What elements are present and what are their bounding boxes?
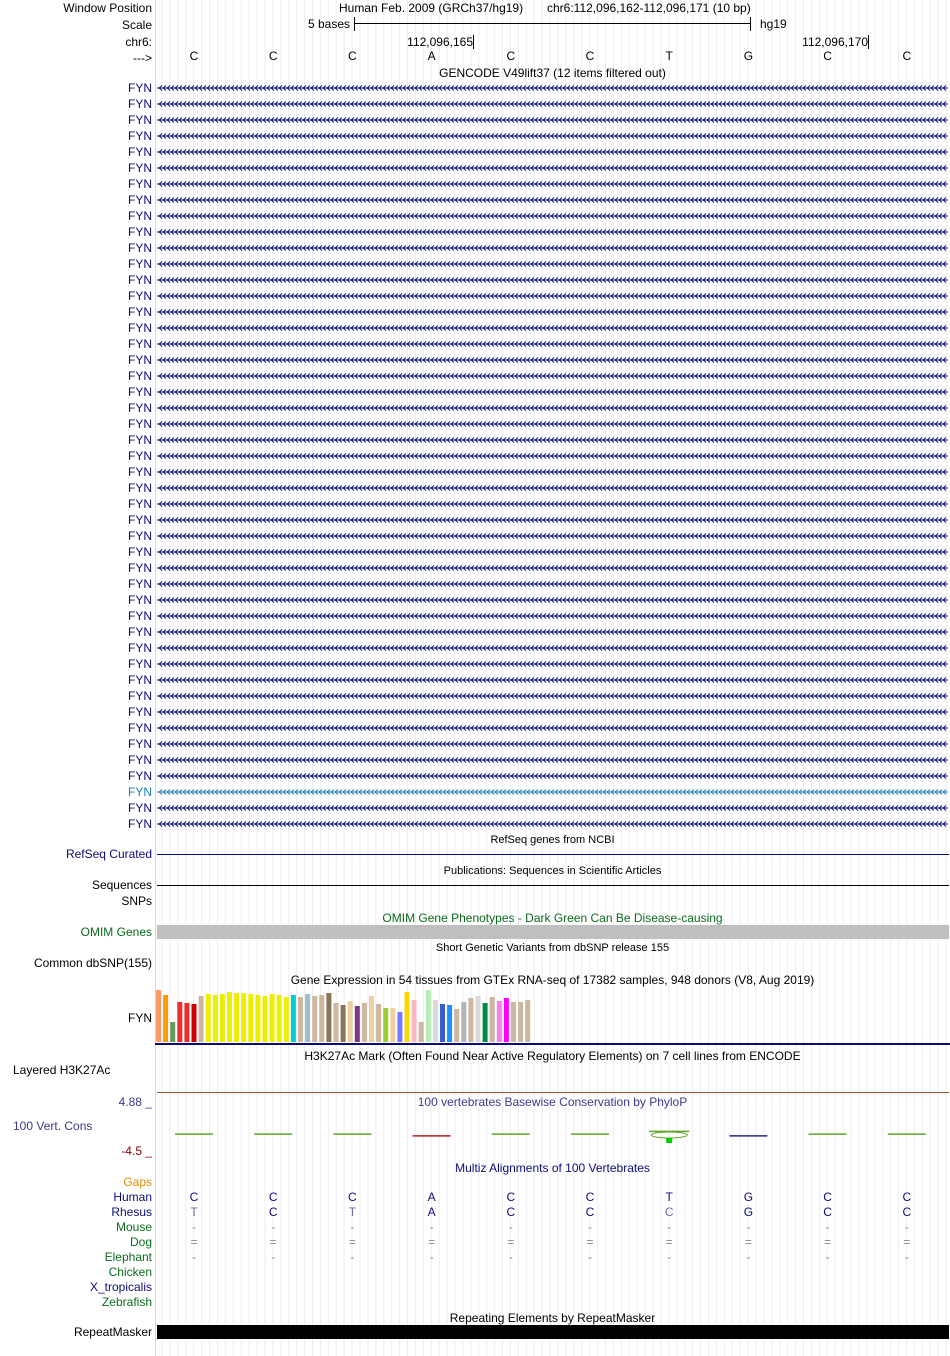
base-letter: C [902, 49, 912, 63]
multiz-base: - [746, 1220, 751, 1234]
multiz-gaps-label[interactable]: Gaps [123, 1175, 152, 1189]
multiz-base: C [902, 1190, 912, 1204]
repeatmasker-track-label[interactable]: RepeatMasker [73, 1325, 152, 1339]
gencode-item-arrows[interactable] [157, 533, 948, 539]
gencode-track-title[interactable]: GENCODE V49lift37 (12 items filtered out) [439, 66, 666, 80]
gtex-tissue-bar [284, 997, 289, 1042]
gtex-tissue-bar [199, 996, 204, 1042]
omim-track-label[interactable]: OMIM Genes [80, 925, 152, 939]
multiz-species-label[interactable]: Dog [129, 1235, 152, 1249]
gencode-item-arrows[interactable] [157, 645, 948, 651]
gtex-tissue-bar [234, 993, 239, 1042]
refseq-track-label[interactable]: RefSeq Curated [65, 847, 152, 861]
gencode-item-arrows[interactable] [157, 597, 948, 603]
gencode-item-label[interactable]: FYN [128, 769, 152, 783]
gencode-item-label[interactable]: FYN [128, 481, 152, 495]
gencode-item-label[interactable]: FYN [128, 785, 152, 799]
gencode-item-label[interactable]: FYN [128, 321, 152, 335]
gtex-tissue-bar [248, 994, 253, 1042]
gencode-item-label[interactable]: FYN [128, 513, 152, 527]
multiz-species-label[interactable]: Rhesus [111, 1205, 152, 1219]
multiz-base: C [506, 1190, 516, 1204]
multiz-base: - [825, 1220, 830, 1234]
gencode-item-label[interactable]: FYN [128, 193, 152, 207]
chrom-label[interactable]: chr6: [125, 35, 152, 49]
gencode-item-label[interactable]: FYN [128, 241, 152, 255]
gtex-tissue-bar [334, 1003, 339, 1042]
gencode-item-label[interactable]: FYN [128, 81, 152, 95]
multiz-base: - [667, 1250, 672, 1264]
gencode-item-label[interactable]: FYN [128, 257, 152, 271]
multiz-base: C [823, 1205, 832, 1219]
gencode-item-label[interactable]: FYN [128, 593, 152, 607]
gtex-tissue-bar [291, 995, 296, 1042]
gencode-item-arrows[interactable] [157, 149, 948, 155]
gencode-item-arrows[interactable] [157, 213, 948, 219]
phylop-min-label: -4.5 _ [121, 1144, 152, 1158]
gencode-item-arrows[interactable] [157, 629, 948, 635]
gencode-item-label[interactable]: FYN [128, 385, 152, 399]
gencode-item-label[interactable]: FYN [128, 97, 152, 111]
gencode-item-label[interactable]: FYN [128, 497, 152, 511]
multiz-base: T [348, 1205, 357, 1219]
gtex-tissue-bar [518, 1002, 523, 1042]
gtex-tissue-bar [412, 1000, 417, 1042]
gencode-item-label[interactable]: FYN [128, 145, 152, 159]
gencode-item-label[interactable]: FYN [128, 721, 152, 735]
scale-bar-left-tick [354, 17, 355, 31]
gencode-item-label[interactable]: FYN [128, 449, 152, 463]
pubs-track-title[interactable]: Publications: Sequences in Scientific Articles [443, 865, 662, 877]
gtex-tissue-bar [227, 992, 232, 1042]
multiz-species-label[interactable]: Zebrafish [101, 1295, 152, 1309]
gencode-item-label[interactable]: FYN [128, 737, 152, 751]
gtex-tissue-bar [241, 993, 246, 1042]
dbsnp-track-title[interactable]: Short Genetic Variants from dbSNP release 155 [435, 942, 670, 954]
gencode-item-arrows[interactable] [157, 165, 948, 171]
h3k27ac-track-label[interactable]: Layered H3K27Ac [13, 1063, 111, 1077]
gencode-item-arrows[interactable] [157, 85, 948, 91]
gtex-tissue-bar [390, 1008, 395, 1042]
omim-gene-block[interactable] [157, 925, 949, 939]
base-letter: G [743, 49, 754, 63]
gencode-item-arrows[interactable] [157, 117, 948, 123]
coord-left-tick [473, 35, 474, 49]
gtex-tissue-bar [497, 1001, 502, 1042]
multiz-base: C [585, 1190, 595, 1204]
gtex-tissue-bar [369, 996, 374, 1042]
strand-label[interactable]: ---> [133, 51, 152, 65]
scale-db: hg19 [760, 17, 787, 31]
assembly-title: Human Feb. 2009 (GRCh37/hg19) [339, 1, 524, 15]
gtex-track-label[interactable]: FYN [128, 1011, 152, 1025]
gtex-tissue-bar [490, 997, 495, 1042]
gencode-item-label[interactable]: FYN [128, 753, 152, 767]
multiz-base: - [508, 1250, 513, 1264]
h3k27ac-baseline[interactable] [157, 1092, 949, 1093]
multiz-base: = [507, 1235, 515, 1249]
gtex-tissue-bar [433, 1000, 438, 1042]
gencode-item-arrows[interactable] [157, 661, 948, 667]
gencode-item-label[interactable]: FYN [128, 273, 152, 287]
gencode-item-arrows[interactable] [157, 197, 948, 203]
gtex-tissue-bar [504, 998, 509, 1042]
multiz-base: - [271, 1250, 276, 1264]
gencode-item-arrows[interactable] [157, 677, 948, 683]
multiz-base: - [350, 1250, 355, 1264]
scale-bar-right-tick [750, 17, 751, 31]
gencode-item-label[interactable]: FYN [128, 417, 152, 431]
gencode-item-arrows[interactable] [157, 725, 948, 731]
gencode-item-arrows[interactable] [157, 341, 948, 347]
gtex-tissue-bar [454, 1009, 459, 1042]
gtex-tissue-bar [525, 1000, 530, 1042]
gencode-item-arrows[interactable] [157, 517, 948, 523]
gtex-tissue-bar [277, 995, 282, 1042]
gtex-tissue-bar [419, 1022, 424, 1042]
gtex-tissue-bar [319, 995, 324, 1042]
gtex-tissue-bar [461, 1002, 466, 1042]
gencode-item-arrows[interactable] [157, 373, 948, 379]
multiz-species-label[interactable]: Elephant [104, 1250, 152, 1264]
multiz-base: C [268, 1190, 278, 1204]
gencode-item-arrows[interactable] [157, 389, 948, 395]
repeatmasker-block[interactable] [157, 1325, 949, 1339]
gencode-item-arrows[interactable] [157, 501, 948, 507]
multiz-base: - [271, 1220, 276, 1234]
multiz-base: - [350, 1220, 355, 1234]
gencode-item-arrows[interactable] [157, 469, 948, 475]
gencode-item-label[interactable]: FYN [128, 705, 152, 719]
gencode-item-label[interactable]: FYN [128, 577, 152, 591]
gencode-item-arrows[interactable] [157, 405, 948, 411]
multiz-base: = [665, 1235, 673, 1249]
gencode-item-arrows[interactable] [157, 437, 948, 443]
gencode-item-label[interactable]: FYN [128, 641, 152, 655]
multiz-base: A [427, 1205, 436, 1219]
gencode-item-label[interactable]: FYN [128, 625, 152, 639]
multiz-base: A [427, 1190, 436, 1204]
gtex-tissue-bar [184, 1003, 189, 1042]
multiz-base: - [192, 1250, 196, 1264]
refseq-gene-line[interactable] [157, 854, 949, 855]
gtex-tissue-bar [383, 1008, 388, 1042]
phylop-track-title[interactable]: 100 vertebrates Basewise Conservation by PhyloP [417, 1095, 688, 1109]
gtex-tissue-bar [348, 1001, 353, 1042]
repeatmasker-track-title[interactable]: Repeating Elements by RepeatMasker [449, 1311, 656, 1325]
multiz-base: - [667, 1220, 672, 1234]
gtex-tissue-bar [177, 1002, 182, 1042]
multiz-base: C [823, 1190, 832, 1204]
gtex-tissue-bar [483, 1003, 488, 1042]
multiz-base: = [269, 1235, 277, 1249]
multiz-base: T [665, 1190, 673, 1204]
multiz-base: = [824, 1235, 832, 1249]
gtex-tissue-bar [376, 1004, 381, 1042]
scale-text: 5 bases [307, 17, 350, 31]
multiz-base: T [190, 1205, 198, 1219]
gtex-tissue-bar [156, 990, 161, 1042]
gencode-item-arrows[interactable] [157, 277, 948, 283]
gtex-tissue-bar [192, 1004, 197, 1042]
gencode-item-label[interactable]: FYN [128, 353, 152, 367]
multiz-track-title[interactable]: Multiz Alignments of 100 Vertebrates [455, 1161, 650, 1175]
multiz-base: C [902, 1205, 912, 1219]
gtex-track-title[interactable]: Gene Expression in 54 tissues from GTEx RNA-seq of 17382 samples, 948 donors (V8, Aug 2019) [290, 973, 815, 987]
gtex-tissue-bar [206, 994, 211, 1042]
h3k27ac-track-title[interactable]: H3K27Ac Mark (Often Found Near Active Regulatory Elements) on 7 cell lines from ENCODE [304, 1049, 801, 1063]
phylop-track-label[interactable]: 100 Vert. Cons [13, 1119, 93, 1133]
coord-right: 112,096,170 [802, 35, 868, 49]
multiz-base: C [189, 1190, 199, 1204]
base-letter: C [268, 49, 278, 63]
multiz-base: C [585, 1205, 595, 1219]
gtex-tissue-bar [426, 990, 431, 1042]
phylop-score-highlight [651, 1132, 687, 1138]
gtex-tissue-bar [213, 995, 218, 1042]
base-letter: C [506, 49, 516, 63]
gencode-item-label[interactable]: FYN [128, 369, 152, 383]
refseq-track-title[interactable]: RefSeq genes from NCBI [490, 834, 615, 846]
gtex-tissue-bar [170, 1022, 175, 1042]
gencode-item-label[interactable]: FYN [128, 465, 152, 479]
gencode-item-arrows[interactable] [157, 325, 948, 331]
gencode-item-arrows[interactable] [157, 757, 948, 763]
multiz-base: - [429, 1220, 434, 1234]
coord-right-tick [868, 35, 869, 49]
multiz-base: C [268, 1205, 278, 1219]
gtex-tissue-bar [397, 1012, 402, 1042]
gtex-tissue-bar [263, 996, 268, 1042]
gencode-item-label[interactable]: FYN [128, 129, 152, 143]
gtex-tissue-bar [511, 1002, 516, 1042]
gencode-item-arrows[interactable] [157, 773, 948, 779]
gtex-expression-chart[interactable] [155, 986, 950, 1046]
multiz-base: - [508, 1220, 513, 1234]
gencode-item-arrows[interactable] [157, 181, 948, 187]
base-letter: C [189, 49, 199, 63]
gtex-tissue-bar [468, 998, 473, 1042]
gtex-tissue-bar [312, 996, 317, 1042]
base-letter: C [823, 49, 832, 63]
multiz-base: - [825, 1250, 830, 1264]
gencode-item-arrows[interactable] [157, 821, 948, 827]
multiz-base: - [429, 1250, 434, 1264]
phylop-conservation-plot[interactable] [155, 1120, 950, 1150]
gtex-tissue-bar [355, 1006, 360, 1042]
gtex-tissue-bar [405, 992, 410, 1042]
gencode-item-label[interactable]: FYN [128, 609, 152, 623]
scale-label: Scale [121, 18, 152, 32]
gencode-item-arrows[interactable] [157, 789, 948, 795]
gencode-item-arrows[interactable] [157, 133, 948, 139]
scale-bar [354, 23, 751, 24]
gencode-item-arrows[interactable] [157, 805, 948, 811]
multiz-base: C [348, 1190, 357, 1204]
base-letter: C [348, 49, 357, 63]
gencode-item-arrows[interactable] [157, 693, 948, 699]
phylop-score-peak [666, 1138, 672, 1143]
pubs-track-label[interactable]: Sequences [91, 878, 152, 892]
gencode-item-label[interactable]: FYN [128, 545, 152, 559]
gencode-item-arrows[interactable] [157, 357, 948, 363]
gencode-item-label[interactable]: FYN [128, 401, 152, 415]
multiz-base: = [586, 1235, 594, 1249]
gencode-item-label[interactable]: FYN [128, 225, 152, 239]
position-readout[interactable]: chr6:112,096,162-112,096,171 (10 bp) [547, 1, 751, 15]
gtex-tissue-bar [270, 994, 275, 1042]
gencode-item-label[interactable]: FYN [128, 657, 152, 671]
gencode-item-arrows[interactable] [157, 293, 948, 299]
gencode-item-label[interactable]: FYN [128, 177, 152, 191]
gencode-item-label[interactable]: FYN [128, 529, 152, 543]
multiz-species-label[interactable]: X_tropicalis [89, 1280, 152, 1294]
gencode-item-label[interactable]: FYN [128, 561, 152, 575]
gencode-item-label[interactable]: FYN [128, 289, 152, 303]
multiz-species-label[interactable]: Human [113, 1190, 152, 1204]
gencode-item-label[interactable]: FYN [128, 337, 152, 351]
gtex-tissue-bar [220, 994, 225, 1042]
multiz-base: G [743, 1205, 754, 1219]
gtex-tissue-bar [326, 993, 331, 1042]
gencode-item-label[interactable]: FYN [128, 305, 152, 319]
gencode-item-arrows[interactable] [157, 485, 948, 491]
omim-track-title[interactable]: OMIM Gene Phenotypes - Dark Green Can Be Disease-causing [382, 911, 723, 925]
multiz-base: C [506, 1205, 516, 1219]
window-position-label: Window Position [63, 1, 152, 15]
gtex-tissue-bar [298, 997, 303, 1042]
multiz-base: - [588, 1250, 592, 1264]
gtex-tissue-bar [255, 995, 260, 1042]
multiz-base: = [903, 1235, 911, 1249]
pubs-line[interactable] [157, 885, 949, 886]
gencode-item-arrows[interactable] [157, 245, 948, 251]
gencode-item-label[interactable]: FYN [128, 673, 152, 687]
gtex-tissue-bar [362, 1003, 367, 1042]
multiz-base: - [746, 1250, 751, 1264]
phylop-max-label: 4.88 _ [118, 1095, 152, 1109]
multiz-base: - [192, 1220, 196, 1234]
multiz-base: = [190, 1235, 198, 1249]
base-letter: C [585, 49, 595, 63]
multiz-base: G [743, 1190, 754, 1204]
gencode-item-label[interactable]: FYN [128, 161, 152, 175]
gtex-tissue-bar [163, 995, 168, 1042]
snps-track-label[interactable]: SNPs [121, 894, 152, 908]
gencode-item-label[interactable]: FYN [128, 817, 152, 831]
gencode-item-arrows[interactable] [157, 421, 948, 427]
multiz-base: C [664, 1205, 674, 1219]
gencode-item-arrows[interactable] [157, 101, 948, 107]
gtex-tissue-bar [476, 996, 481, 1042]
multiz-base: - [904, 1250, 909, 1264]
gtex-tissue-bar [305, 994, 310, 1042]
gencode-item-arrows[interactable] [157, 741, 948, 747]
gencode-item-arrows[interactable] [157, 565, 948, 571]
multiz-base: = [428, 1235, 436, 1249]
dbsnp-track-label[interactable]: Common dbSNP(155) [33, 956, 152, 970]
gencode-item-label[interactable]: FYN [128, 433, 152, 447]
gencode-item-arrows[interactable] [157, 581, 948, 587]
gtex-tissue-bar [341, 1005, 346, 1042]
multiz-base: = [348, 1235, 356, 1249]
multiz-species-label[interactable]: Mouse [115, 1220, 152, 1234]
gencode-item-arrows[interactable] [157, 309, 948, 315]
multiz-base: - [588, 1220, 592, 1234]
gencode-item-arrows[interactable] [157, 613, 948, 619]
gtex-tissue-bar [447, 1005, 452, 1042]
gencode-item-label[interactable]: FYN [128, 689, 152, 703]
gencode-item-arrows[interactable] [157, 453, 948, 459]
multiz-species-label[interactable]: Chicken [108, 1265, 152, 1279]
gencode-item-arrows[interactable] [157, 261, 948, 267]
multiz-base: = [744, 1235, 752, 1249]
gencode-item-label[interactable]: FYN [128, 209, 152, 223]
gtex-tissue-bar [440, 1004, 445, 1042]
gencode-item-arrows[interactable] [157, 229, 948, 235]
base-letter: A [427, 49, 436, 63]
gencode-item-label[interactable]: FYN [128, 113, 152, 127]
gencode-item-label[interactable]: FYN [128, 801, 152, 815]
base-letter: T [665, 49, 673, 63]
gencode-item-arrows[interactable] [157, 709, 948, 715]
multiz-base: - [904, 1220, 909, 1234]
coord-left: 112,096,165 [407, 35, 473, 49]
image-left-border [155, 0, 156, 1356]
gencode-item-arrows[interactable] [157, 549, 948, 555]
